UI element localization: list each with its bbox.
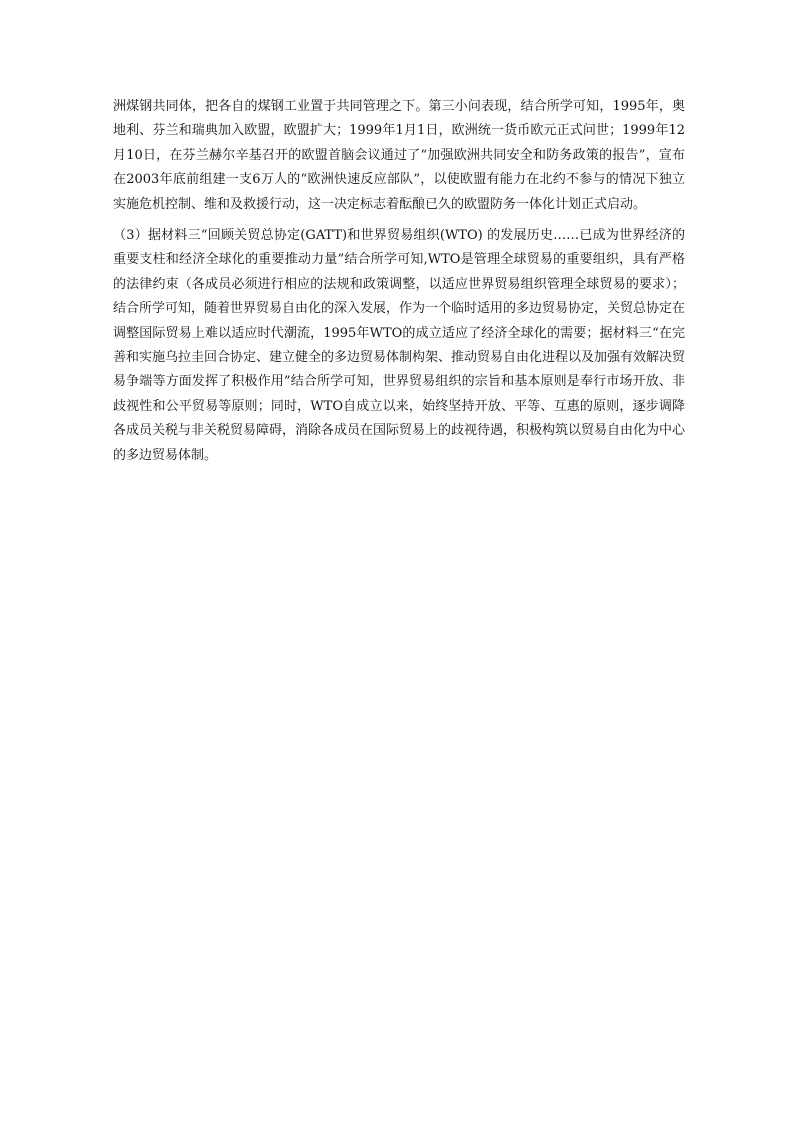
paragraph-eu-history: 洲煤钢共同体，把各自的煤钢工业置于共同管理之下。第三小问表现，结合所学可知，1995年，奥地利、芬兰和瑞典加入欧盟，欧盟扩大；1999年1月1日，欧洲统一货币欧元正式问世；1999年12月10日，在芬兰赫尔辛基召开的欧盟首脑会议通过了“加强欧洲共同安全和防务政策的报告”，宣布在2003年底前组建一支6万人的“欧洲快速反应部队”，以使欧盟有能力在北约不参与的情况下独立实施危机控制、维和及救援行动，这一决定标志着酝酿已久的欧盟防务一体化计划正式启动。 (113, 99, 685, 212)
document-body (113, 95, 685, 468)
paragraph-wto-analysis: （3）据材料三“回顾关贸总协定(GATT)和世界贸易组织(WTO) 的发展历史……已成为世界经济的重要支柱和经济全球化的重要推动力量”结合所学可知,WTO是管理全球贸易的重要组织，具有严格的法律约束（各成员必须进行相应的法规和政策调整，以适应世界贸易组织管理全球贸易的要求）；结合所学可知，随着世界贸易自由化的深入发展，作为一个临时适用的多边贸易协定，关贸总协定在调整国际贸易上难以适应时代潮流，1995年WTO的成立适应了经济全球化的需要；据材料三“在完善和实施乌拉圭回合协定、建立健全的多边贸易体制构架、推动贸易自由化进程以及加强有效解决贸易争端等方面发挥了积极作用”结合所学可知，世界贸易组织的宗旨和基本原则是奉行市场开放、非歧视性和公平贸易等原则；同时，WTO自成立以来，始终坚持开放、平等、互惠的原则，逐步调降各成员关税与非关税贸易障碍，消除各成员在国际贸易上的歧视待遇，积极构筑以贸易自由化为中心的多边贸易体制。 (113, 228, 686, 463)
